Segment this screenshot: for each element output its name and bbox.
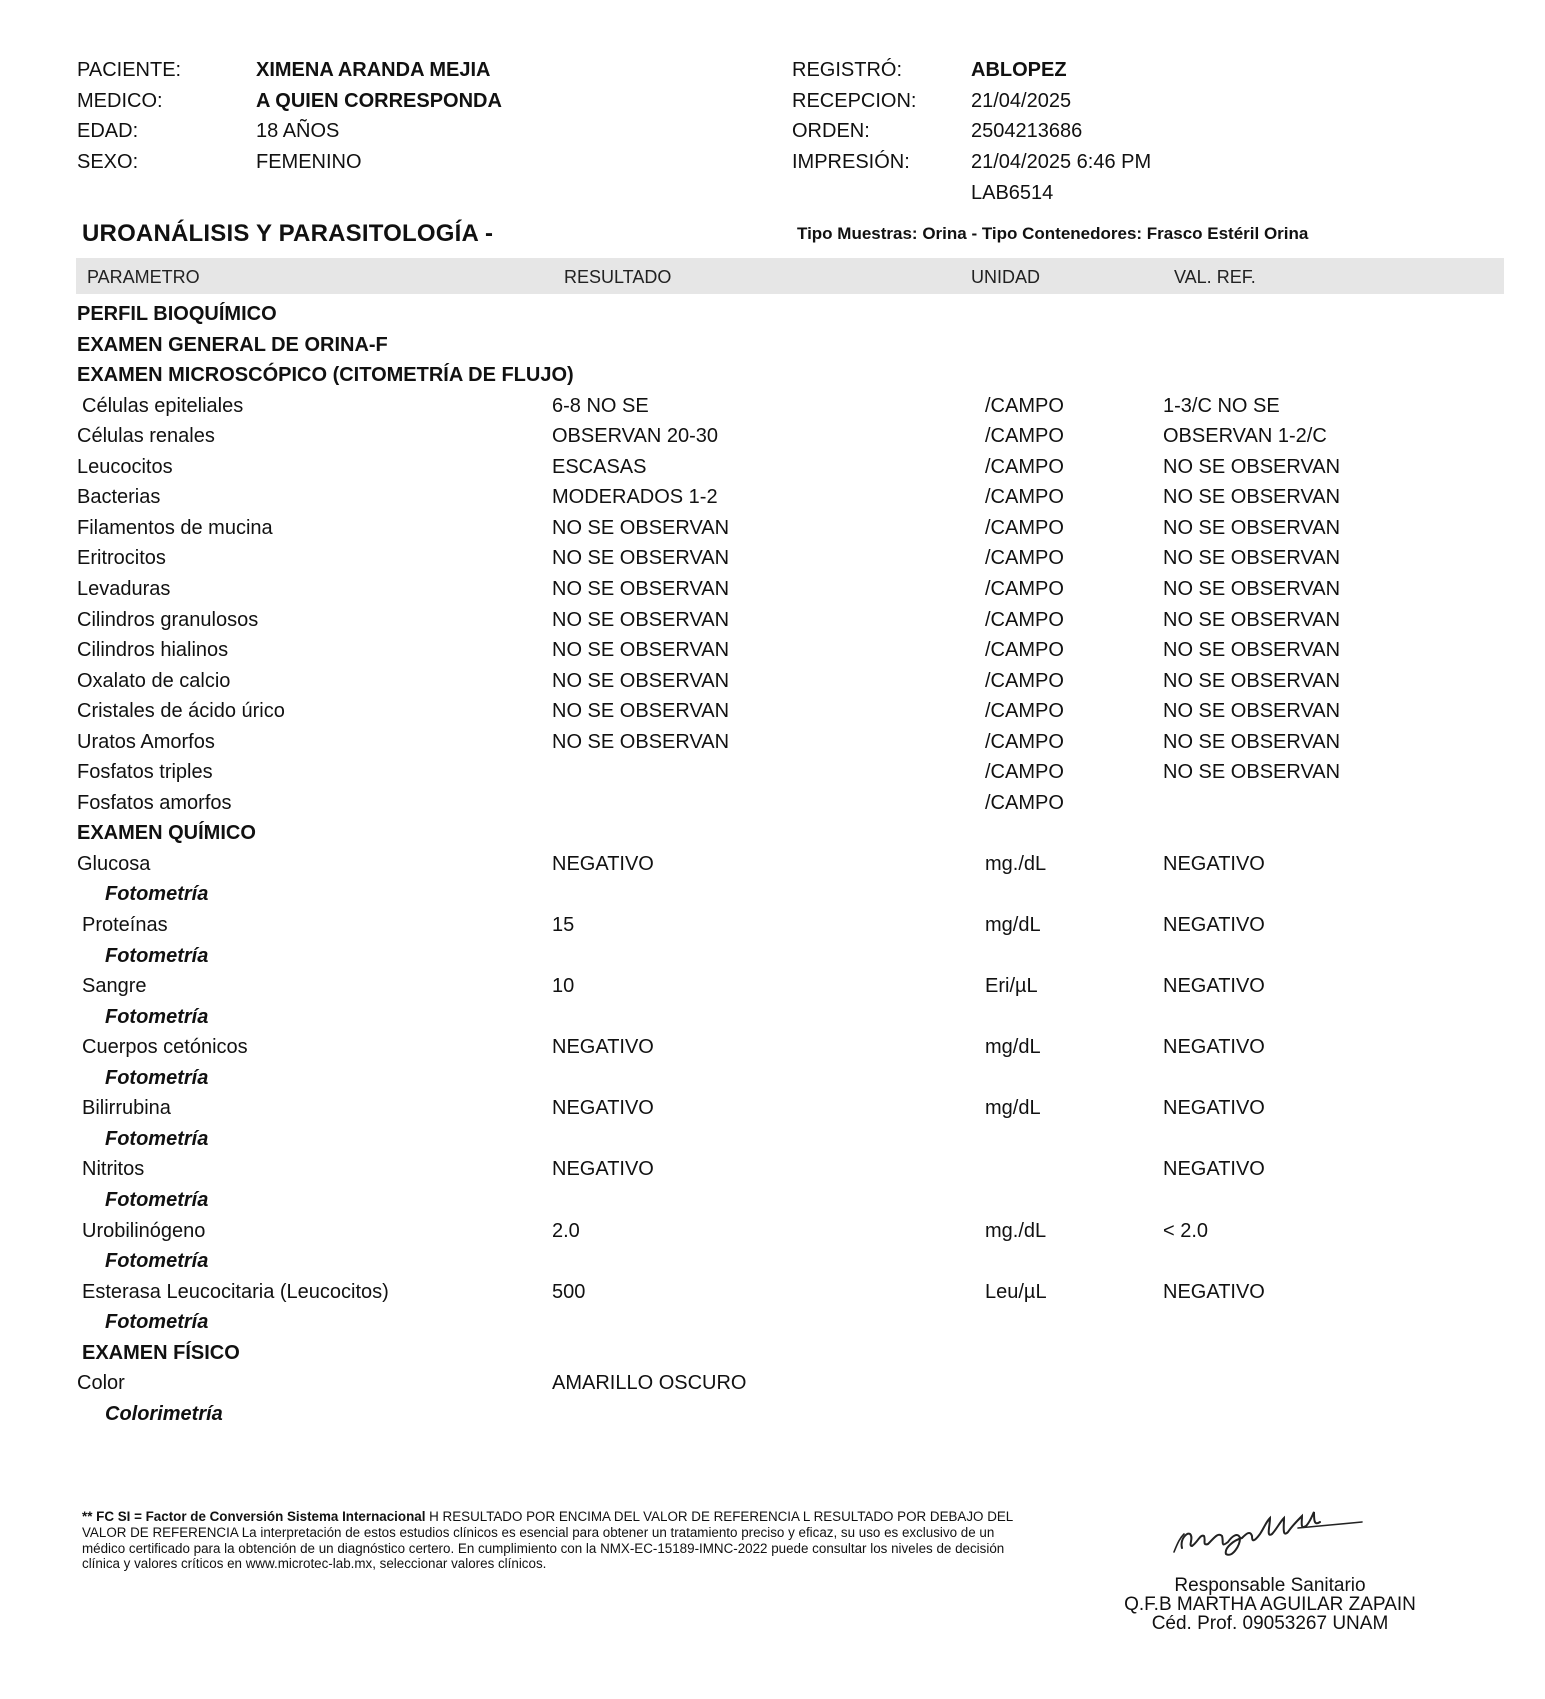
parameter-name: Color (77, 1372, 125, 1395)
unit-value: /CAMPO (985, 486, 1064, 509)
order-value: 2504213686 (971, 120, 1083, 142)
method-label: Colorimetría (105, 1402, 223, 1425)
reference-value: NEGATIVO (1163, 1280, 1265, 1303)
reference-value: NO SE OBSERVAN (1163, 761, 1341, 784)
method-label: Fotometría (105, 1188, 209, 1211)
table-row (0, 547, 1545, 577)
patient-name: XIMENA ARANDA MEJIA (256, 59, 491, 81)
result-value: 15 (552, 914, 575, 936)
method-row (0, 945, 1545, 975)
unit-value: /CAMPO (985, 577, 1064, 600)
table-row (0, 395, 1545, 425)
footer-note (82, 1509, 1037, 1572)
unit-value: /CAMPO (985, 791, 1064, 814)
header-param: PARAMETRO (87, 267, 200, 287)
unit-value: mg/dL (985, 1097, 1041, 1120)
method-row (0, 1067, 1545, 1097)
method-row (0, 1403, 1545, 1433)
reference-value: NO SE OBSERVAN (1163, 455, 1341, 478)
patient-label: PACIENTE: (77, 59, 182, 81)
result-value: 6-8 NO SE (552, 394, 649, 417)
sex-label: SEXO: (77, 151, 139, 173)
method-row (0, 883, 1545, 913)
section-heading-row (0, 364, 1545, 394)
reference-value: NO SE OBSERVAN (1163, 608, 1341, 631)
table-row (0, 975, 1545, 1005)
table-row (0, 609, 1545, 639)
unit-value: mg/dL (985, 914, 1041, 936)
table-row (0, 670, 1545, 700)
result-value: ESCASAS (552, 455, 647, 478)
section-heading-row (0, 334, 1545, 364)
table-row (0, 1372, 1545, 1402)
footer-note-text: H RESULTADO POR ENCIMA DEL VALOR DE REFERENCIA L RESULTADO POR DEBAJO DEL VALOR DE REFERENCIA La interpretación de estos estudios clínicos es esencial para obtener un tratamiento preciso y eficaz, su uso es exclusivo de un médico certificado para la obtención de un diagnóstico certero. En cumplimiento con la NMX-EC-15189-IMNC-2022 puede consultar los niveles de decisión clínica y valores críticos en www.microtec-lab.mx, seleccionar valores clínicos. (82, 1509, 1013, 1572)
method-label: Fotometría (105, 1311, 209, 1334)
sample-type-info: Tipo Muestras: Orina - Tipo Contenedores: Frasco Estéril Orina (797, 224, 1309, 243)
table-row (0, 1097, 1545, 1127)
parameter-name: Filamentos de mucina (77, 516, 273, 539)
reference-value: NO SE OBSERVAN (1163, 577, 1341, 600)
result-value: 10 (552, 975, 575, 998)
result-value: NO SE OBSERVAN (552, 639, 730, 662)
table-row (0, 578, 1545, 608)
doctor-name: A QUIEN CORRESPONDA (256, 90, 502, 112)
reception-label: RECEPCION: (792, 90, 917, 112)
result-value: NO SE OBSERVAN (552, 577, 730, 600)
unit-value: /CAMPO (985, 425, 1064, 448)
method-row (0, 1189, 1545, 1219)
parameter-name: Fosfatos amorfos (77, 791, 232, 814)
reference-value: < 2.0 (1163, 1219, 1209, 1242)
section-heading-row (0, 1342, 1545, 1372)
parameter-name: Glucosa (77, 852, 151, 875)
method-row (0, 1006, 1545, 1036)
table-row (0, 761, 1545, 791)
parameter-name: Cilindros granulosos (77, 608, 259, 631)
table-header (76, 258, 1504, 294)
reference-value: NO SE OBSERVAN (1163, 730, 1341, 753)
sex-value: FEMENINO (256, 151, 362, 173)
parameter-name: Urobilinógeno (82, 1219, 206, 1242)
result-value: 2.0 (552, 1219, 580, 1242)
parameter-name: Fosfatos triples (77, 761, 213, 784)
result-value: NEGATIVO (552, 1158, 654, 1181)
section-heading-row (0, 822, 1545, 852)
table-row (0, 425, 1545, 455)
method-label: Fotometría (105, 1005, 209, 1028)
reference-value: NEGATIVO (1163, 975, 1265, 998)
result-value: MODERADOS 1-2 (552, 486, 718, 509)
table-row (0, 792, 1545, 822)
doctor-label: MEDICO: (77, 90, 163, 112)
section-heading-row (0, 303, 1545, 333)
parameter-name: Leucocitos (77, 455, 173, 478)
result-value: NO SE OBSERVAN (552, 608, 730, 631)
reference-value: 1-3/C NO SE (1163, 394, 1280, 417)
unit-value: /CAMPO (985, 669, 1064, 692)
unit-value: mg/dL (985, 1036, 1041, 1059)
table-row (0, 700, 1545, 730)
reference-value: NO SE OBSERVAN (1163, 547, 1341, 570)
reception-value: 21/04/2025 (971, 90, 1072, 112)
parameter-name: Cuerpos cetónicos (82, 1036, 248, 1059)
reference-value: NEGATIVO (1163, 1097, 1265, 1120)
parameter-name: Oxalato de calcio (77, 669, 231, 692)
table-row (0, 1158, 1545, 1188)
registered-label: REGISTRÓ: (792, 59, 903, 81)
reference-value: NO SE OBSERVAN (1163, 700, 1341, 723)
unit-value: /CAMPO (985, 516, 1064, 539)
unit-value: /CAMPO (985, 700, 1064, 723)
print-label: IMPRESIÓN: (792, 151, 910, 173)
lab-code: LAB6514 (971, 182, 1054, 204)
unit-value: /CAMPO (985, 608, 1064, 631)
unit-value: /CAMPO (985, 547, 1064, 570)
parameter-name: Eritrocitos (77, 547, 166, 570)
result-value: NEGATIVO (552, 1097, 654, 1120)
header-result: RESULTADO (564, 267, 672, 287)
unit-value: Eri/µL (985, 975, 1038, 998)
reference-value: NEGATIVO (1163, 1036, 1265, 1059)
result-value: AMARILLO OSCURO (552, 1372, 747, 1395)
result-value: OBSERVAN 20-30 (552, 425, 719, 448)
parameter-name: Nitritos (82, 1158, 145, 1181)
report-title: UROANÁLISIS Y PARASITOLOGÍA - (82, 220, 494, 247)
parameter-name: Uratos Amorfos (77, 730, 215, 753)
unit-value: Leu/µL (985, 1280, 1047, 1303)
registered-value: ABLOPEZ (971, 59, 1067, 81)
reference-value: NO SE OBSERVAN (1163, 516, 1341, 539)
footer-note-bold: ** FC SI = Factor de Conversión Sistema Internacional (82, 1509, 426, 1524)
table-row (0, 486, 1545, 516)
result-value: 500 (552, 1280, 586, 1303)
unit-value: mg./dL (985, 1219, 1047, 1242)
parameter-name: Cristales de ácido úrico (77, 700, 285, 723)
method-row (0, 1311, 1545, 1341)
parameter-name: Levaduras (77, 577, 171, 600)
method-row (0, 1128, 1545, 1158)
age-value: 18 AÑOS (256, 120, 340, 142)
table-row (0, 853, 1545, 883)
method-label: Fotometría (105, 1066, 209, 1089)
reference-value: NO SE OBSERVAN (1163, 669, 1341, 692)
section-title: EXAMEN FÍSICO (82, 1341, 240, 1364)
table-row (0, 1281, 1545, 1311)
table-row (0, 914, 1545, 944)
parameter-name: Proteínas (82, 914, 168, 936)
table-row (0, 639, 1545, 669)
method-label: Fotometría (105, 1250, 209, 1273)
section-title: EXAMEN QUÍMICO (77, 822, 256, 845)
table-row (0, 731, 1545, 761)
unit-value: /CAMPO (985, 455, 1064, 478)
header-ref: VAL. REF. (1174, 267, 1256, 287)
section-title: EXAMEN GENERAL DE ORINA-F (77, 333, 388, 356)
section-title: PERFIL BIOQUÍMICO (77, 303, 277, 325)
parameter-name: Cilindros hialinos (77, 639, 229, 662)
parameter-name: Bilirrubina (82, 1097, 171, 1120)
unit-value: /CAMPO (985, 639, 1064, 662)
reference-value: OBSERVAN 1-2/C (1163, 425, 1327, 448)
table-row (0, 517, 1545, 547)
table-row (0, 1220, 1545, 1250)
reference-value: NO SE OBSERVAN (1163, 486, 1341, 509)
result-value: NEGATIVO (552, 1036, 654, 1059)
result-value: NO SE OBSERVAN (552, 547, 730, 570)
parameter-name: Células renales (77, 425, 215, 448)
result-value: NO SE OBSERVAN (552, 700, 730, 723)
signature-name: Q.F.B MARTHA AGUILAR ZAPAIN (1124, 1594, 1416, 1615)
method-label: Fotometría (105, 883, 209, 906)
reference-value: NEGATIVO (1163, 852, 1265, 875)
unit-value: /CAMPO (985, 394, 1064, 417)
method-label: Fotometría (105, 944, 209, 967)
header-unit: UNIDAD (971, 267, 1041, 287)
unit-value: mg./dL (985, 852, 1047, 875)
reference-value: NEGATIVO (1163, 914, 1265, 936)
parameter-name: Bacterias (77, 486, 161, 509)
print-value: 21/04/2025 6:46 PM (971, 151, 1152, 173)
age-label: EDAD: (77, 120, 139, 142)
result-value: NO SE OBSERVAN (552, 669, 730, 692)
unit-value: /CAMPO (985, 730, 1064, 753)
reference-value: NEGATIVO (1163, 1158, 1265, 1181)
unit-value: /CAMPO (985, 761, 1064, 784)
table-row (0, 1036, 1545, 1066)
reference-value: NO SE OBSERVAN (1163, 639, 1341, 662)
parameter-name: Células epiteliales (82, 394, 244, 417)
method-row (0, 1250, 1545, 1280)
signature-license: Céd. Prof. 09053267 UNAM (1151, 1613, 1389, 1634)
section-title: EXAMEN MICROSCÓPICO (CITOMETRÍA DE FLUJO) (77, 364, 574, 387)
signature-image (1170, 1482, 1370, 1562)
method-label: Fotometría (105, 1127, 209, 1150)
result-value: NO SE OBSERVAN (552, 516, 730, 539)
parameter-name: Esterasa Leucocitaria (Leucocitos) (82, 1280, 389, 1303)
parameter-name: Sangre (82, 975, 147, 998)
table-row (0, 456, 1545, 486)
order-label: ORDEN: (792, 120, 870, 142)
result-value: NO SE OBSERVAN (552, 730, 730, 753)
result-value: NEGATIVO (552, 852, 654, 875)
signature-role: Responsable Sanitario (1174, 1575, 1366, 1596)
